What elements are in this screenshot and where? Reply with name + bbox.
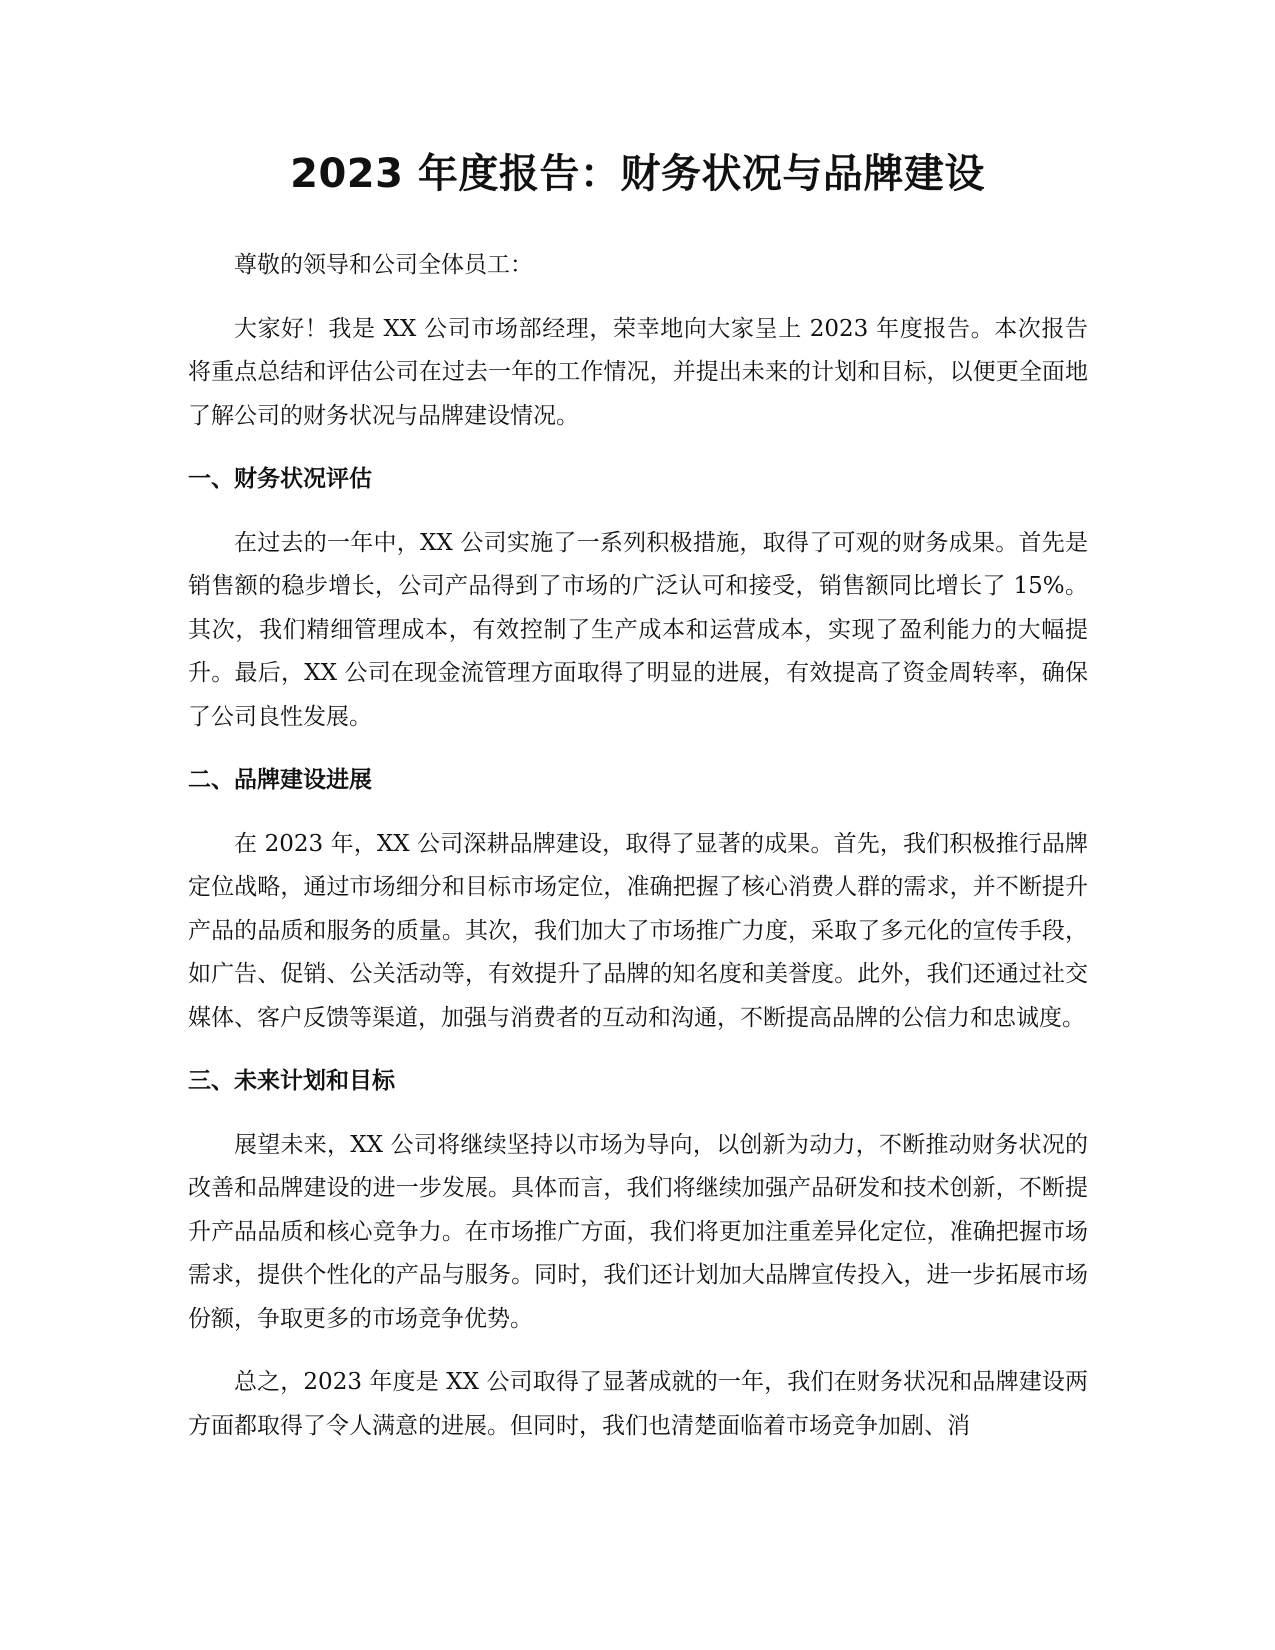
section-body-finance: 在过去的一年中，XX 公司实施了一系列积极措施，取得了可观的财务成果。首先是销售额的稳步增长，公司产品得到了市场的广泛认可和接受，销售额同比增长了 15%。其次，我们精细管理成本，有效控制了生产成本和运营成本，实现了盈利能力的大幅提升。最后，XX 公司在现金流管理方面取得了明显的进展，有效提高了资金周转率，确保了公司良性发展。 — [188, 529, 1088, 730]
conclusion-paragraph: 总之，2023 年度是 XX 公司取得了显著成就的一年，我们在财务状况和品牌建设两方面都取得了令人满意的进展。但同时，我们也清楚面临着市场竞争加剧、消 — [188, 1369, 1088, 1439]
section-heading-future: 三、未来计划和目标 — [188, 1068, 395, 1094]
intro-paragraph: 大家好！我是 XX 公司市场部经理，荣幸地向大家呈上 2023 年度报告。本次报告将重点总结和评估公司在过去一年的工作情况，并提出未来的计划和目标，以便更全面地了解公司的财务状况与品牌建设情况。 — [188, 315, 1088, 429]
section-heading-brand: 二、品牌建设进展 — [188, 767, 372, 793]
greeting-line: 尊敬的领导和公司全体员工： — [234, 252, 533, 278]
document-title: 2023 年度报告：财务状况与品牌建设 — [290, 151, 985, 197]
section-body-brand: 在 2023 年，XX 公司深耕品牌建设，取得了显著的成果。首先，我们积极推行品牌定位战略，通过市场细分和目标市场定位，准确把握了核心消费人群的需求，并不断提升产品的品质和服务的质量。其次，我们加大了市场推广力度，采取了多元化的宣传手段，如广告、促销、公关活动等，有效提升了品牌的知名度和美誉度。此外，我们还通过社交媒体、客户反馈等渠道，加强与消费者的互动和沟通，不断提高品牌的公信力和忠诚度。 — [188, 830, 1088, 1031]
section-body-future: 展望未来，XX 公司将继续坚持以市场为导向，以创新为动力，不断推动财务状况的改善和品牌建设的进一步发展。具体而言，我们将继续加强产品研发和技术创新，不断提升产品品质和核心竞争力。在市场推广方面，我们将更加注重差异化定位，准确把握市场需求，提供个性化的产品与服务。同时，我们还计划加大品牌宣传投入，进一步拓展市场份额，争取更多的市场竞争优势。 — [188, 1131, 1088, 1332]
document-body — [188, 244, 1088, 1468]
section-heading-finance: 一、财务状况评估 — [188, 466, 372, 492]
